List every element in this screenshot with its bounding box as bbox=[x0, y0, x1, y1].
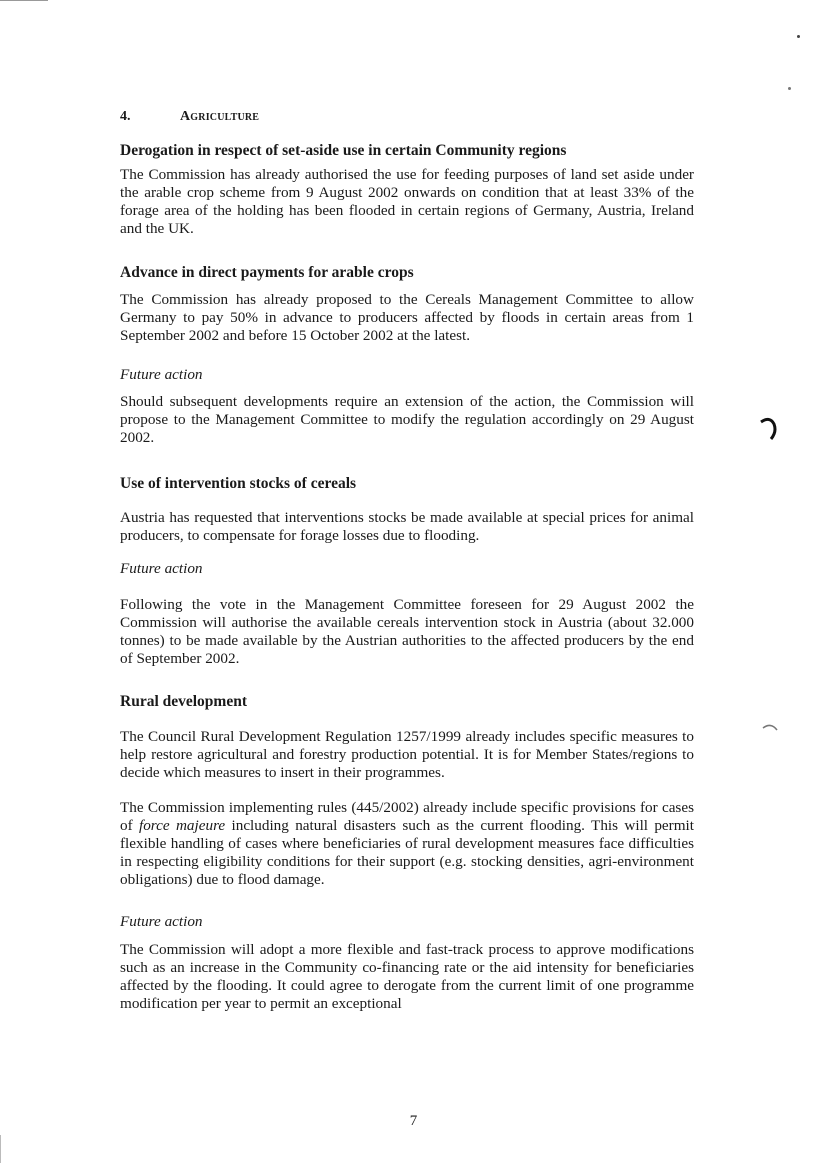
future-action-label: Future action bbox=[120, 560, 203, 577]
future-action-label: Future action bbox=[120, 913, 203, 930]
chapter-number: 4. bbox=[120, 109, 131, 124]
paragraph: The Commission will adopt a more flexible and fast-track process to approve modifications such as an increase in the Community co-financing rate or the aid intensity for beneficiaries affected by the flooding. It could agree to derogate from the current limit of one programme modification per year to permit an exceptional bbox=[120, 941, 694, 1012]
paragraph: The Commission has already authorised the use for feeding purposes of land set aside under the arable crop scheme from 9 August 2002 onwards on condition that at least 33% of the forage area of the holding has been flooded in certain regions of Germany, Austria, Ireland and the UK. bbox=[120, 166, 694, 237]
paragraph: Should subsequent developments require an extension of the action, the Commission will propose to the Management Committee to modify the regulation accordingly on 29 August 2002. bbox=[120, 393, 694, 446]
paragraph: Following the vote in the Management Committee foreseen for 29 August 2002 the Commission will authorise the available cereals intervention stock in Austria (about 32.000 tonnes) to be made available by the Austrian authorities to the affected producers by the end of September 2002. bbox=[120, 596, 694, 667]
italic-term: force majeure bbox=[138, 817, 226, 834]
section-heading-set-aside: Derogation in respect of set-aside use in certain Community regions bbox=[120, 142, 567, 159]
punch-hole-mark-icon bbox=[758, 416, 780, 442]
scan-edge-line bbox=[0, 0, 48, 1]
paragraph: Austria has requested that interventions stocks be made available at special prices for animal producers, to compensate for forage losses due to flooding. bbox=[120, 509, 694, 544]
chapter-heading bbox=[120, 108, 694, 126]
paragraph: The Council Rural Development Regulation 1257/1999 already includes specific measures to help restore agricultural and forestry production potential. It is for Member States/regions to decide which measures to insert in their programmes. bbox=[120, 728, 694, 781]
section-heading-intervention-stocks: Use of intervention stocks of cereals bbox=[120, 475, 357, 492]
paragraph: The Commission has already proposed to the Cereals Management Committee to allow Germany to pay 50% in advance to producers affected by floods in certain areas from 1 September 2002 and before 15 October 2002 at the latest. bbox=[120, 291, 694, 344]
page-content bbox=[120, 108, 694, 1013]
page-number: 7 bbox=[409, 1113, 418, 1129]
scan-dot bbox=[797, 35, 800, 38]
section-heading-rural-development: Rural development bbox=[120, 693, 248, 710]
chapter-title: Agriculture bbox=[180, 109, 260, 124]
future-action-label: Future action bbox=[120, 366, 203, 383]
scan-edge-line-left bbox=[0, 1135, 1, 1163]
section-heading-direct-payments: Advance in direct payments for arable crops bbox=[120, 264, 414, 281]
scan-dot bbox=[788, 87, 791, 90]
paragraph-force-majeure: The Commission implementing rules (445/2002) already include specific provisions for cases of force majeure including natural disasters such as the current flooding. This will permit flexible handling of cases where beneficiaries of rural development measures face difficulties in respecting eligibility conditions for their support (e.g. stocking densities, agri-environment obligations) due to flood damage. bbox=[120, 799, 694, 888]
punch-hole-mark-faint-icon bbox=[760, 722, 782, 744]
